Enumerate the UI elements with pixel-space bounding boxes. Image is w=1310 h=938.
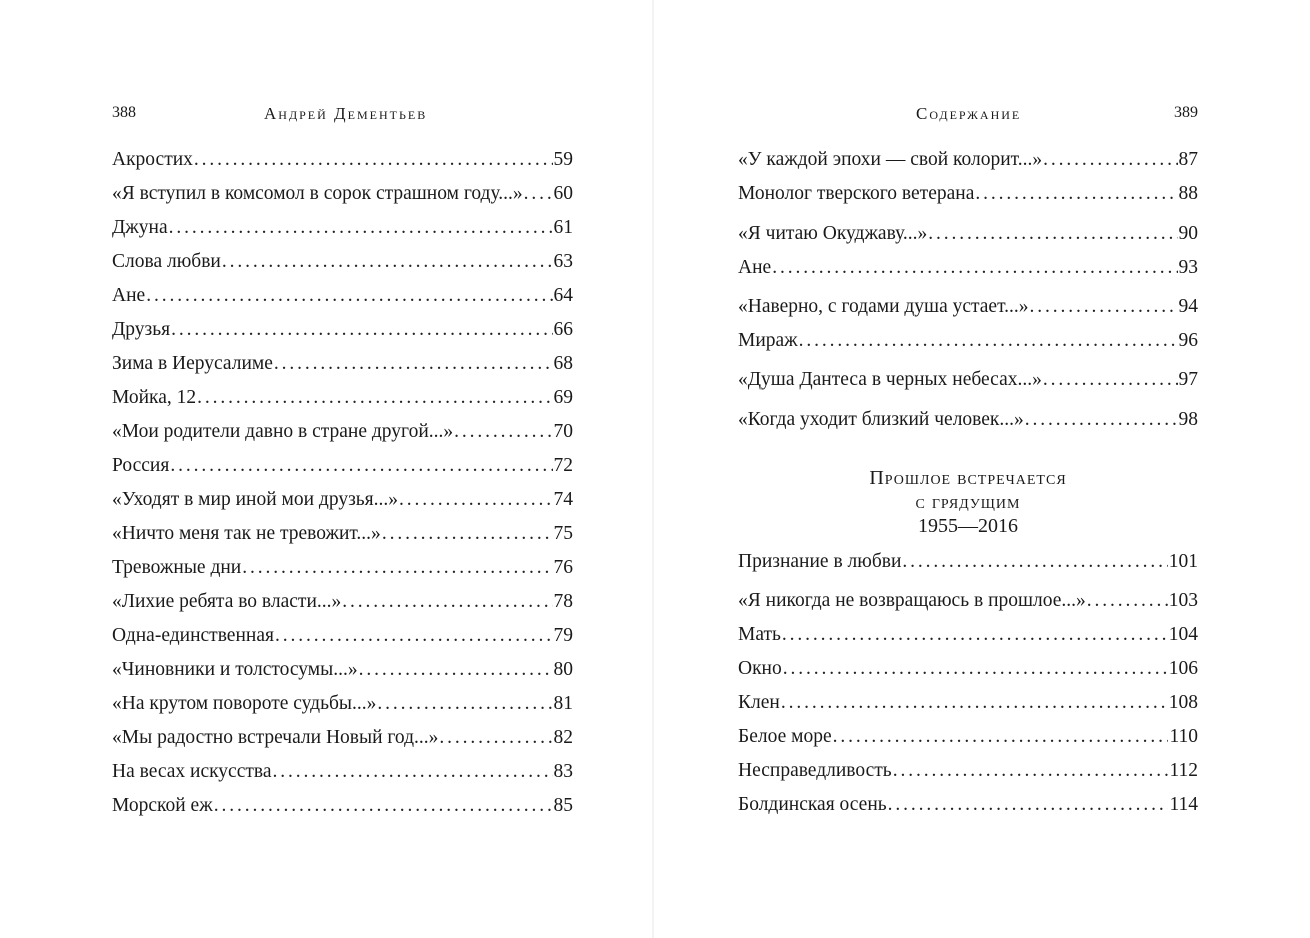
toc-entry-page-number: 70 <box>553 421 573 442</box>
right-running-title: Содержание <box>916 104 1022 123</box>
toc-entry-page-number: 93 <box>1178 257 1198 278</box>
toc-entry-title: «Когда уходит близкий человек...» <box>738 409 1024 430</box>
toc-entry-title: Джуна <box>112 217 168 238</box>
toc-entry <box>112 250 573 274</box>
toc-entry-title: Болдинская осень <box>738 794 887 815</box>
toc-entry-title: Россия <box>112 455 170 476</box>
toc-entry-title: Морской еж <box>112 795 213 816</box>
left-page-number: 388 <box>112 104 136 121</box>
toc-entry <box>112 760 573 784</box>
dot-leader <box>275 624 553 648</box>
toc-entry-title: «Душа Дантеса в черных небесах...» <box>738 369 1042 390</box>
toc-entry <box>112 318 573 342</box>
toc-entry-page-number: 80 <box>553 659 573 680</box>
toc-entry-page-number: 68 <box>553 353 573 374</box>
toc-entry <box>738 657 1198 681</box>
dot-leader <box>242 556 552 580</box>
toc-entry-page-number: 97 <box>1178 369 1198 390</box>
dot-leader <box>454 420 552 444</box>
toc-entry <box>112 386 573 410</box>
dot-leader <box>170 454 552 478</box>
toc-entry <box>112 488 573 512</box>
dot-leader <box>799 329 1178 353</box>
toc-entry <box>738 256 1198 280</box>
toc-entry-page-number: 90 <box>1178 223 1198 244</box>
toc-entry-title: Акростих <box>112 149 193 170</box>
toc-entry <box>738 408 1198 432</box>
toc-entry-title: «Чиновники и толстосумы...» <box>112 659 358 680</box>
toc-entry-page-number: 72 <box>553 455 573 476</box>
toc-entry <box>112 216 573 240</box>
toc-entry <box>738 725 1198 749</box>
toc-entry-page-number: 64 <box>553 285 573 306</box>
toc-entry-page-number: 87 <box>1178 149 1198 170</box>
toc-entry-page-number: 78 <box>553 591 573 612</box>
dot-leader <box>1043 368 1178 392</box>
toc-entry-title: «Я никогда не возвращаюсь в прошлое...» <box>738 590 1086 611</box>
dot-leader <box>888 793 1169 817</box>
toc-entry-title: Мойка, 12 <box>112 387 197 408</box>
toc-entry-title: «Я читаю Окуджаву...» <box>738 223 928 244</box>
dot-leader <box>1025 408 1178 432</box>
toc-entry-page-number: 83 <box>553 761 573 782</box>
toc-entry-title: Друзья <box>112 319 171 340</box>
toc-entry-page-number: 96 <box>1178 330 1198 351</box>
toc-entry-title: «Наверно, с годами душа устает...» <box>738 296 1029 317</box>
toc-entry-page-number: 94 <box>1178 296 1198 317</box>
right-header <box>738 104 1198 128</box>
toc-entry <box>738 182 1198 206</box>
toc-entry-title: «Мои родители давно в стране другой...» <box>112 421 454 442</box>
toc-entry-page-number: 63 <box>553 251 573 272</box>
dot-leader <box>273 760 553 784</box>
toc-entry <box>738 589 1198 613</box>
dot-leader <box>439 726 552 750</box>
section-title-line-2: с грядущим <box>915 491 1021 513</box>
dot-leader <box>902 550 1167 574</box>
toc-entry-title: «Мы радостно встречали Новый год...» <box>112 727 439 748</box>
toc-entry-page-number: 69 <box>553 387 573 408</box>
toc-entry <box>738 295 1198 319</box>
section-heading <box>738 466 1198 538</box>
toc-entry-title: Ане <box>738 257 772 278</box>
toc-entry-page-number: 66 <box>553 319 573 340</box>
dot-leader <box>928 222 1177 246</box>
toc-entry-title: Монолог тверского ветерана <box>738 183 975 204</box>
toc-entry-title: На весах искусства <box>112 761 272 782</box>
toc-entry <box>112 590 573 614</box>
toc-entry-title: Окно <box>738 658 782 679</box>
dot-leader <box>194 148 553 172</box>
toc-entry-page-number: 106 <box>1168 658 1198 679</box>
toc-entry-title: Ане <box>112 285 146 306</box>
toc-entry <box>738 691 1198 715</box>
dot-leader <box>772 256 1177 280</box>
toc-entry-title: Мираж <box>738 330 798 351</box>
toc-entry-title: «На крутом повороте судьбы...» <box>112 693 377 714</box>
toc-entry <box>738 793 1198 817</box>
dot-leader <box>524 182 553 206</box>
toc-entry-page-number: 60 <box>553 183 573 204</box>
dot-leader <box>197 386 552 410</box>
dot-leader <box>1030 295 1178 319</box>
toc-entry <box>112 522 573 546</box>
toc-entry-title: Мать <box>738 624 781 645</box>
toc-entry-page-number: 82 <box>553 727 573 748</box>
toc-entry-title: «У каждой эпохи — свой колорит...» <box>738 149 1043 170</box>
toc-entry-page-number: 76 <box>553 557 573 578</box>
dot-leader <box>781 691 1168 715</box>
toc-entry-title: Слова любви <box>112 251 221 272</box>
toc-entry-page-number: 98 <box>1178 409 1198 430</box>
toc-entry-page-number: 88 <box>1178 183 1198 204</box>
toc-entry <box>112 556 573 580</box>
dot-leader <box>399 488 552 512</box>
dot-leader <box>222 250 553 274</box>
toc-entry-title: Тревожные дни <box>112 557 242 578</box>
dot-leader <box>214 794 553 818</box>
right-page-number: 389 <box>1174 104 1198 121</box>
toc-entry-title: Зима в Иерусалиме <box>112 353 273 374</box>
toc-entry <box>112 658 573 682</box>
toc-entry-page-number: 74 <box>553 489 573 510</box>
dot-leader <box>171 318 552 342</box>
toc-entry-title: «Уходят в мир иной мои друзья...» <box>112 489 399 510</box>
dot-leader <box>1087 589 1168 613</box>
toc-entry <box>112 420 573 444</box>
toc-entry-page-number: 75 <box>553 523 573 544</box>
dot-leader <box>975 182 1177 206</box>
toc-entry-title: «Ничто меня так не тревожит...» <box>112 523 381 544</box>
dot-leader <box>359 658 553 682</box>
dot-leader <box>169 216 553 240</box>
section-title-line-1: Прошлое встречается <box>869 467 1067 489</box>
toc-entry-page-number: 112 <box>1169 760 1198 781</box>
toc-entry-page-number: 110 <box>1169 726 1198 747</box>
toc-entry-page-number: 59 <box>553 149 573 170</box>
dot-leader <box>382 522 553 546</box>
toc-entry <box>738 550 1198 574</box>
toc-entry <box>738 368 1198 392</box>
toc-entry-page-number: 85 <box>553 795 573 816</box>
toc-entry-title: Несправедливость <box>738 760 892 781</box>
toc-entry-title: Признание в любви <box>738 551 902 572</box>
toc-entry-title: Одна-единственная <box>112 625 274 646</box>
section-years: 1955—2016 <box>918 515 1018 537</box>
dot-leader <box>893 759 1169 783</box>
dot-leader <box>782 623 1168 647</box>
toc-entry-page-number: 104 <box>1168 624 1198 645</box>
dot-leader <box>833 725 1169 749</box>
dot-leader <box>1043 148 1177 172</box>
toc-entry-page-number: 81 <box>553 693 573 714</box>
dot-leader <box>146 284 552 308</box>
toc-entry <box>738 222 1198 246</box>
toc-entry-page-number: 108 <box>1168 692 1198 713</box>
left-header <box>112 104 572 128</box>
toc-entry <box>738 623 1198 647</box>
toc-entry <box>112 624 573 648</box>
toc-entry-page-number: 101 <box>1168 551 1198 572</box>
dot-leader <box>274 352 553 376</box>
toc-entry-page-number: 114 <box>1169 794 1198 815</box>
dot-leader <box>342 590 552 614</box>
toc-entry-title: «Я вступил в комсомол в сорок страшном году...» <box>112 183 523 204</box>
toc-entry <box>112 726 573 750</box>
toc-entry <box>112 692 573 716</box>
toc-entry-page-number: 103 <box>1168 590 1198 611</box>
dot-leader <box>783 657 1168 681</box>
toc-entry <box>112 454 573 478</box>
toc-entry-title: Клен <box>738 692 780 713</box>
toc-entry <box>112 794 573 818</box>
toc-entry-title: «Лихие ребята во власти...» <box>112 591 342 612</box>
dot-leader <box>377 692 552 716</box>
toc-entry <box>112 148 573 172</box>
toc-entry <box>738 148 1198 172</box>
toc-entry-title: Белое море <box>738 726 832 747</box>
toc-entry <box>738 759 1198 783</box>
left-running-title: Андрей Дементьев <box>264 104 428 123</box>
toc-entry-page-number: 79 <box>553 625 573 646</box>
toc-entry <box>738 329 1198 353</box>
toc-entry <box>112 182 573 206</box>
toc-entry <box>112 352 573 376</box>
toc-entry <box>112 284 573 308</box>
toc-entry-page-number: 61 <box>553 217 573 238</box>
